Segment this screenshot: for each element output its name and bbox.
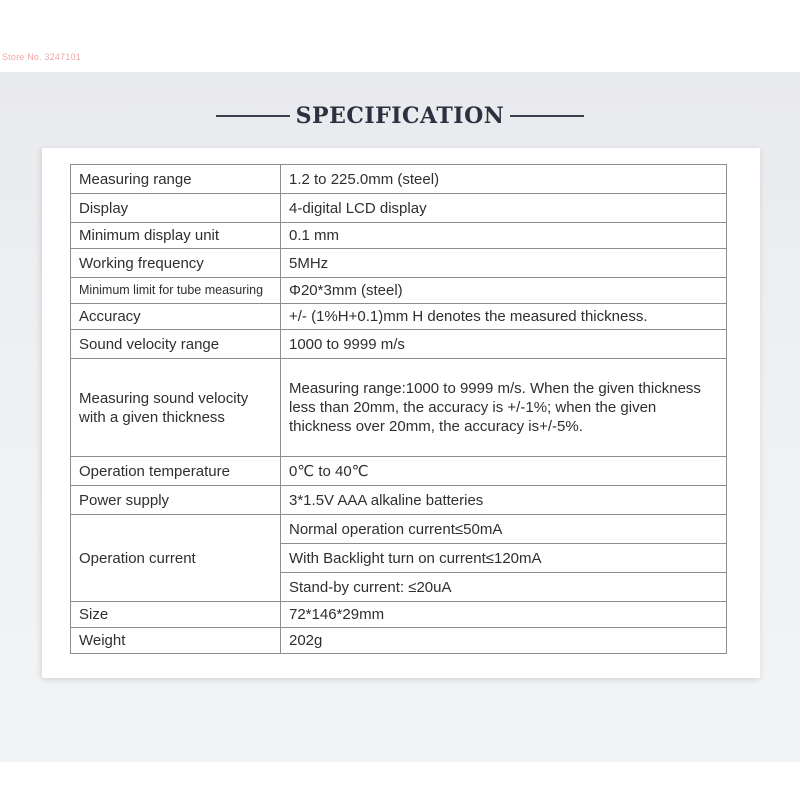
spec-value: Measuring range:1000 to 9999 m/s. When the given thickness less than 20mm, the accuracy is +/-1%; when the given thickness over 20mm, the accuracy is+/-5%. xyxy=(281,359,727,457)
spec-label: Measuring sound velocity with a given thickness xyxy=(71,359,281,457)
spec-value: 0℃ to 40℃ xyxy=(281,457,727,486)
spec-label: Working frequency xyxy=(71,249,281,278)
spec-row-working-frequency xyxy=(71,249,727,278)
title-row xyxy=(210,98,590,134)
spec-row-operation-current-1 xyxy=(71,515,727,544)
spec-value: +/- (1%H+0.1)mm H denotes the measured thickness. xyxy=(281,304,727,330)
title-divider-left xyxy=(216,115,290,117)
store-number: Store No. 3247101 xyxy=(2,52,81,62)
spec-row-size xyxy=(71,602,727,628)
spec-row-tube-limit xyxy=(71,278,727,304)
spec-value: Φ20*3mm (steel) xyxy=(281,278,727,304)
spec-value: 4-digital LCD display xyxy=(281,194,727,223)
spec-value: Normal operation current≤50mA xyxy=(281,515,727,544)
spec-label: Operation temperature xyxy=(71,457,281,486)
spec-label: Display xyxy=(71,194,281,223)
spec-value: 1.2 to 225.0mm (steel) xyxy=(281,165,727,194)
spec-label: Operation current xyxy=(71,515,281,602)
spec-table xyxy=(70,164,727,654)
spec-label: Size xyxy=(71,602,281,628)
spec-value: 1000 to 9999 m/s xyxy=(281,330,727,359)
spec-row-operation-temperature xyxy=(71,457,727,486)
spec-row-weight xyxy=(71,628,727,654)
spec-row-sound-velocity-range xyxy=(71,330,727,359)
spec-label: Sound velocity range xyxy=(71,330,281,359)
spec-value: 5MHz xyxy=(281,249,727,278)
spec-value: 72*146*29mm xyxy=(281,602,727,628)
spec-value: Stand-by current: ≤20uA xyxy=(281,573,727,602)
page-title: SPECIFICATION xyxy=(295,103,505,129)
spec-row-measuring-range xyxy=(71,165,727,194)
spec-value: 3*1.5V AAA alkaline batteries xyxy=(281,486,727,515)
spec-row-sound-velocity-given-thickness xyxy=(71,359,727,457)
spec-label: Accuracy xyxy=(71,304,281,330)
spec-label: Weight xyxy=(71,628,281,654)
spec-row-display xyxy=(71,194,727,223)
spec-label: Minimum limit for tube measuring xyxy=(71,278,281,304)
spec-card xyxy=(42,148,760,678)
spec-row-accuracy xyxy=(71,304,727,330)
title-divider-right xyxy=(510,115,584,117)
spec-value: With Backlight turn on current≤120mA xyxy=(281,544,727,573)
spec-row-power-supply xyxy=(71,486,727,515)
spec-value: 202g xyxy=(281,628,727,654)
spec-label: Minimum display unit xyxy=(71,223,281,249)
spec-value: 0.1 mm xyxy=(281,223,727,249)
spec-row-min-display-unit xyxy=(71,223,727,249)
spec-label: Measuring range xyxy=(71,165,281,194)
spec-label: Power supply xyxy=(71,486,281,515)
